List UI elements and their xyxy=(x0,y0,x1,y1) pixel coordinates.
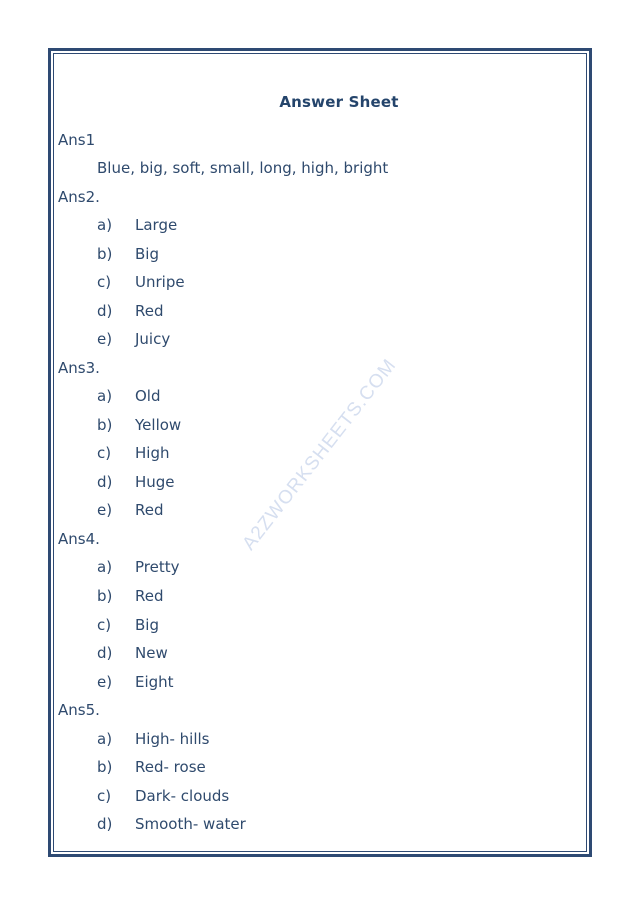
answer-4-letter-c: c) xyxy=(97,616,112,634)
answer-3-letter-c: c) xyxy=(97,444,112,462)
answer-3-item-c: High xyxy=(135,444,170,462)
answer-3-item-d: Huge xyxy=(135,473,175,491)
answer-5-letter-d: d) xyxy=(97,815,113,833)
answer-4-letter-e: e) xyxy=(97,673,113,691)
page-title: Answer Sheet xyxy=(279,93,399,111)
answer-4-item-b: Red xyxy=(135,587,164,605)
answer-2-item-e: Juicy xyxy=(135,330,171,348)
answer-2-label: Ans2. xyxy=(58,188,100,206)
answer-2-item-d: Red xyxy=(135,302,164,320)
answer-5-letter-a: a) xyxy=(97,730,113,748)
answer-2-letter-e: e) xyxy=(97,330,113,348)
answer-1-text: Blue, big, soft, small, long, high, bright xyxy=(97,159,389,177)
answer-3-letter-a: a) xyxy=(97,387,113,405)
answer-2-item-c: Unripe xyxy=(135,273,185,291)
answer-5-item-b: Red- rose xyxy=(135,758,206,776)
answer-3-item-b: Yellow xyxy=(135,416,182,434)
answer-4-item-c: Big xyxy=(135,616,159,634)
answer-1-label: Ans1 xyxy=(58,131,96,149)
answer-2-letter-c: c) xyxy=(97,273,112,291)
answer-3-letter-b: b) xyxy=(97,416,113,434)
answer-5-label: Ans5. xyxy=(58,701,100,719)
answer-2-letter-a: a) xyxy=(97,216,113,234)
answer-3-item-e: Red xyxy=(135,501,164,519)
answer-3-label: Ans3. xyxy=(58,359,100,377)
answer-4-item-d: New xyxy=(135,644,168,662)
answer-5-letter-c: c) xyxy=(97,787,112,805)
answer-3-item-a: Old xyxy=(135,387,161,405)
answer-4-label: Ans4. xyxy=(58,530,100,548)
answer-4-letter-b: b) xyxy=(97,587,113,605)
answer-5-letter-b: b) xyxy=(97,758,113,776)
answer-5-item-d: Smooth- water xyxy=(135,815,246,833)
answer-5-item-c: Dark- clouds xyxy=(135,787,230,805)
answer-4-item-a: Pretty xyxy=(135,558,180,576)
answer-2-letter-d: d) xyxy=(97,302,113,320)
answer-4-letter-d: d) xyxy=(97,644,113,662)
answer-2-letter-b: b) xyxy=(97,245,113,263)
answer-3-letter-e: e) xyxy=(97,501,113,519)
answer-2-item-a: Large xyxy=(135,216,178,234)
answer-5-item-a: High- hills xyxy=(135,730,210,748)
answer-3-letter-d: d) xyxy=(97,473,113,491)
answer-4-letter-a: a) xyxy=(97,558,113,576)
answer-2-item-b: Big xyxy=(135,245,159,263)
watermark: A2ZWORKSHEETS.COM xyxy=(238,355,401,555)
answer-4-item-e: Eight xyxy=(135,673,174,691)
